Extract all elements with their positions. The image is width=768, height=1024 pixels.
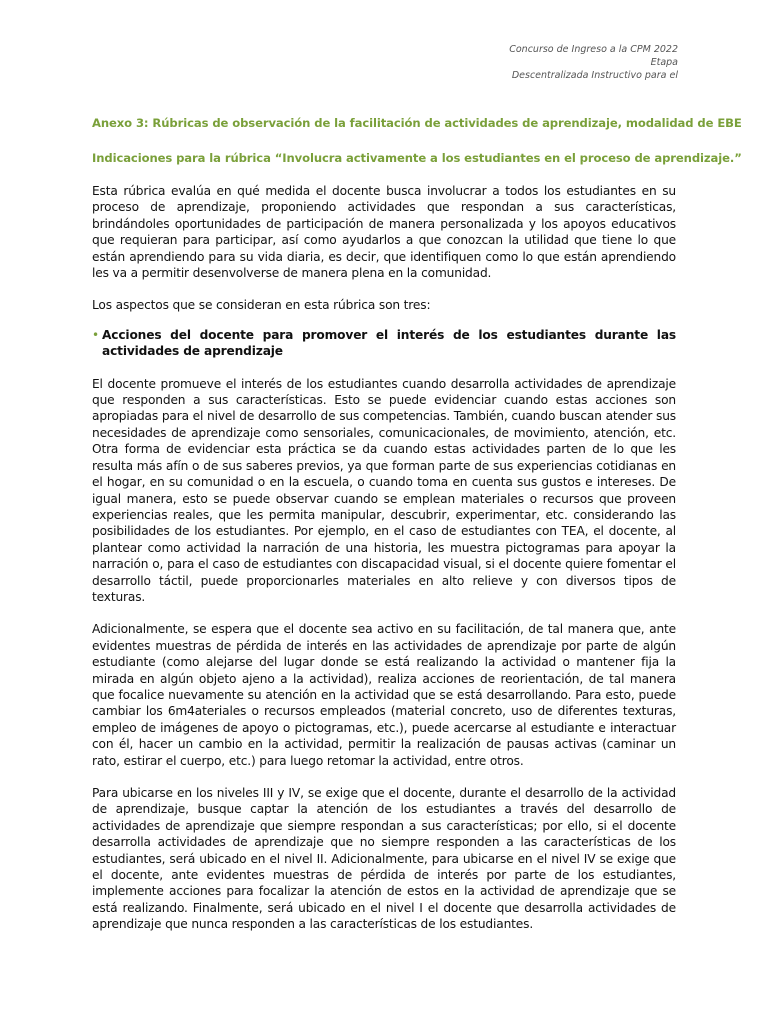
paragraph-levels: Para ubicarse en los niveles III y IV, se exige que el docente, durante el desarrollo de la actividad de aprendizaje, busque captar la atención de los estudiantes a través del desarrollo de actividades de aprendizaje que siempre respondan a sus características; por ello, si el docente desarrolla actividades de aprendizaje que no siempre responden a las características de los estudiantes, será ubicado en el nivel II. Adicionalmente, para ubicarse en el nivel IV se exige que el docente, ante evidentes muestras de pérdida de interés por parte de los estudiantes, implemente acciones para focalizar la atención de estos en la actividad de aprendizaje que se está realizando. Finalmente, será ubicado en el nivel I el docente que desarrolla actividades de aprendizaje que nunca responden a las características de los estudiantes. bbox=[92, 786, 676, 932]
bullet-item bbox=[92, 327, 676, 360]
header-line-2: Etapa bbox=[650, 57, 678, 68]
paragraph-interest: El docente promueve el interés de los estudiantes cuando desarrolla actividades de aprendizaje que responden a sus características. Esto se puede evidenciar cuando estas acciones son apropiadas para el nivel de desarrollo de sus competencias. También, cuando buscan atender sus necesidades de aprendizaje como sensoriales, comunicacionales, de movimiento, atención, etc. Otra forma de evidenciar esta práctica se da cuando estas actividades parten de lo que les resulta más afín o de sus saberes previos, ya que forman parte de sus experiencias cotidianas en el hogar, en su comunidad o en la escuela, o cuando toma en cuenta sus gustos e intereses. De igual manera, esto se puede observar cuando se emplean materiales o recursos que proveen experiencias reales, que les permita manipular, descubrir, experimentar, etc. considerando las posibilidades de los estudiantes. Por ejemplo, en el caso de estudiantes con TEA, el docente, al plantear como actividad la narración de una historia, les muestra pictogramas para apoyar la narración o, para el caso de estudiantes con discapacidad visual, si el docente quiere fomentar el desarrollo táctil, puede proporcionarles materiales en alto relieve y con diversos tipos de texturas. bbox=[92, 376, 676, 604]
bullet-icon: • bbox=[92, 327, 100, 342]
bullet-text: Acciones del docente para promover el interés de los estudiantes durante las actividades de aprendizaje bbox=[102, 327, 676, 359]
indications-title: Indicaciones para la rúbrica “Involucra activamente a los estudiantes en el proceso de aprendizaje.” bbox=[92, 151, 742, 165]
paragraph-intro: Esta rúbrica evalúa en qué medida el docente busca involucrar a todos los estudiantes en su proceso de aprendizaje, proponiendo actividades que respondan a sus características, brindándoles oportunidades de participación de manera personalizada y los apoyos educativos que requieran para participar, así como ayudarlos a que conozcan la utilidad que tiene lo que están aprendiendo para su vida diaria, es decir, que identifiquen como lo que están aprendiendo les va a permitir desenvolverse de manera plena en la comunidad. bbox=[92, 184, 676, 281]
annex-title: Anexo 3: Rúbricas de observación de la facilitación de actividades de aprendizaje, modalidad de EBE bbox=[92, 116, 742, 130]
header-line-3: Descentralizada Instructivo para el bbox=[511, 70, 678, 81]
document-body bbox=[92, 116, 742, 933]
page-header bbox=[438, 43, 678, 87]
paragraph-reorientation: Adicionalmente, se espera que el docente sea activo en su facilitación, de tal manera que, ante evidentes muestras de pérdida de interés en las actividades de aprendizaje por parte de algún estudiante (como alejarse del lugar donde se está realizando la actividad o mantener fija la mirada en algún objeto ajeno a la actividad), realiza acciones de reorientación, de tal manera que focalice nuevamente su atención en la actividad que se está desarrollando. Para esto, puede cambiar los 6m4ateriales o recursos empleados (material concreto, uso de diferentes texturas, empleo de imágenes de apoyo o pictogramas, etc.), puede acercarse al estudiante e interactuar con él, hacer un cambio en la actividad, permitir la realización de pausas activas (caminar un rato, estirar el cuerpo, etc.) para luego retomar la actividad, entre otros. bbox=[92, 622, 676, 768]
paragraph-aspects: Los aspectos que se consideran en esta rúbrica son tres: bbox=[92, 298, 431, 313]
header-line-1: Concurso de Ingreso a la CPM 2022 bbox=[509, 44, 678, 55]
